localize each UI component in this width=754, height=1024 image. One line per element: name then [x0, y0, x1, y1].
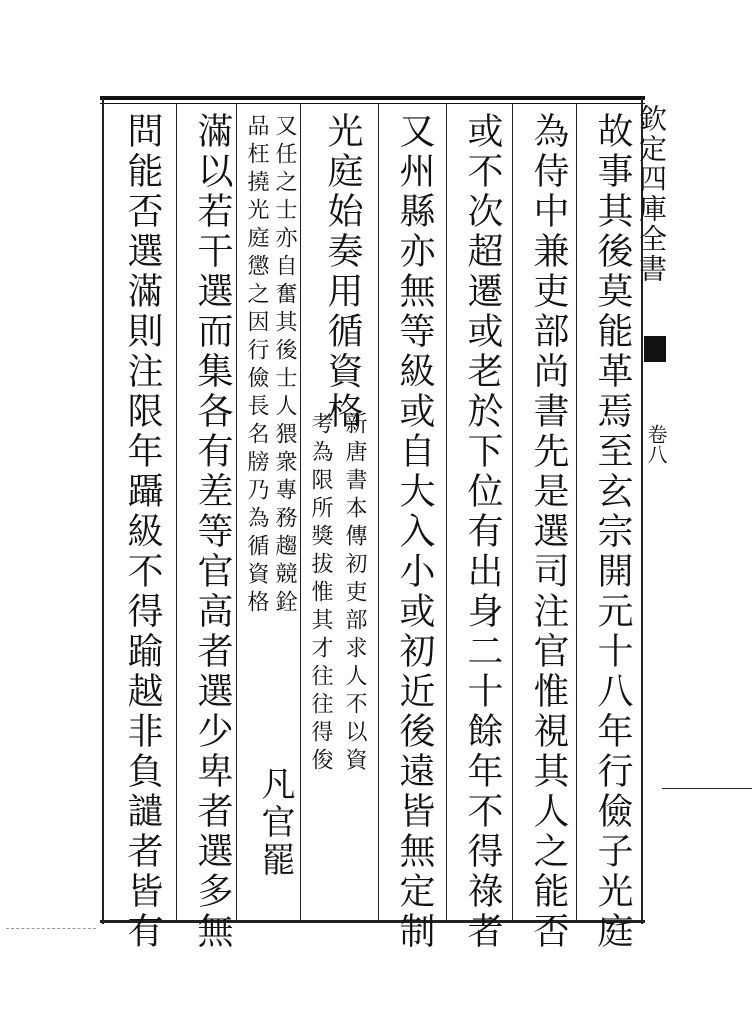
text-column-8: 問能否選滿則注限年躡級不得踰越非負譴者皆有 [122, 112, 163, 952]
annotation-line-3: 又任之士亦自奮其後士人猥衆專務趨競銓 [272, 114, 297, 618]
frame-top-border [100, 96, 645, 100]
text-column-3: 或不次超遷或老於下位有出身二十餘年不得祿者 [462, 112, 503, 952]
page-edge-line [662, 788, 752, 789]
text-column-1: 故事其後莫能革焉至玄宗開元十八年行儉子光庭 [592, 112, 633, 952]
text-column-6-tail: 凡官罷 [255, 766, 295, 880]
margin-juan-label: 卷八 [644, 424, 668, 464]
column-rule [236, 104, 237, 920]
column-rule [300, 104, 301, 920]
scan-edge-line [6, 928, 96, 929]
frame-top-inner-border [100, 103, 645, 104]
text-column-7: 滿以若干選而集各有差等官高者選少卑者選多無 [192, 112, 233, 952]
column-rule [176, 104, 177, 920]
annotation-line-4: 品枉撓光庭懲之因行儉長名牓乃為循資格 [244, 114, 269, 618]
margin-book-title: 欽定四庫全書 [635, 104, 668, 284]
text-column-2: 為侍中兼吏部尚書先是選司注官惟視其人之能否 [528, 112, 569, 952]
column-rule [576, 104, 577, 920]
column-rule [378, 104, 379, 920]
column-rule [446, 104, 447, 920]
frame-left-border [102, 98, 104, 924]
fish-tail-mark [644, 336, 666, 362]
annotation-line-1: 新唐書本傳初吏部求人不以資 [342, 412, 367, 776]
text-column-5: 光庭始奏用循資格 [322, 112, 363, 432]
column-rule [512, 104, 513, 920]
annotation-line-2: 考為限所獎拔惟其才往往得俊 [308, 412, 333, 776]
text-column-4: 又州縣亦無等級或自大入小或初近後遠皆無定制 [394, 112, 435, 952]
